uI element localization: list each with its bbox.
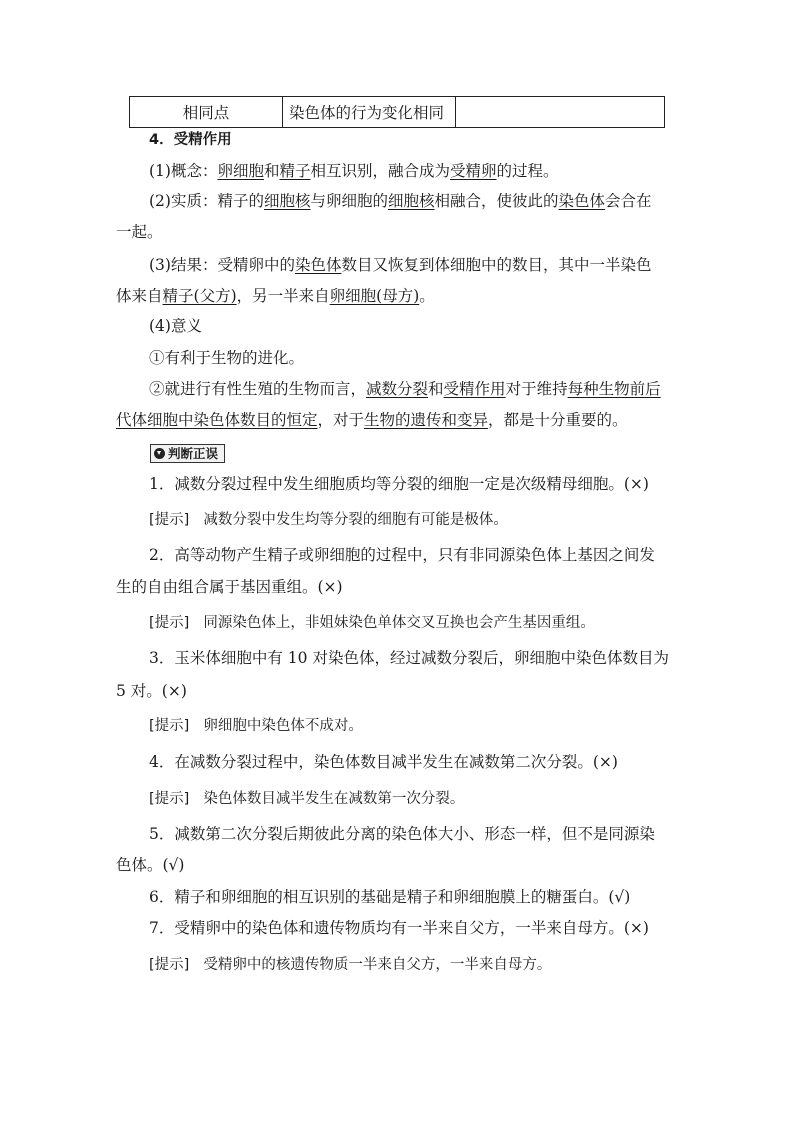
keyword-egg-mother: 卵细胞(母方) xyxy=(329,287,420,305)
hint-7: [提示] 受精卵中的核遗传物质一半来自父方，一半来自母方。 xyxy=(149,957,552,973)
question-5-cont: 色体。(√) xyxy=(116,856,185,874)
hint-label: [提示] xyxy=(149,957,190,973)
judge-true-false-badge xyxy=(150,444,225,463)
hint-1: [提示] 减数分裂中发生均等分裂的细胞有可能是极体。 xyxy=(149,512,508,528)
keyword-nucleus: 细胞核 xyxy=(263,192,311,210)
meaning-item-1: ①有利于生物的进化。 xyxy=(149,349,305,367)
keyword-heredity-variation: 生物的遗传和变异 xyxy=(364,411,489,429)
keyword-sperm-father: 精子(父方) xyxy=(162,287,237,305)
question-1: 1．减数分裂过程中发生细胞质均等分裂的细胞一定是次级精母细胞。(×) xyxy=(149,475,649,493)
keyword-meiosis: 减数分裂 xyxy=(366,380,429,398)
table-value-cell: 染色体的行为变化相同 xyxy=(283,97,456,128)
keyword-generations: 每种生物前后 xyxy=(567,380,661,398)
keyword-chromosome: 染色体 xyxy=(294,256,342,274)
question-3-cont: 5 对。(×) xyxy=(116,682,187,700)
question-4: 4．在减数分裂过程中，染色体数目减半发生在减数第二次分裂。(×) xyxy=(149,753,618,771)
hint-3: [提示] 卵细胞中染色体不成对。 xyxy=(149,718,363,734)
result-paragraph-cont: 体来自精子(父方)，另一半来自卵细胞(母方)。 xyxy=(116,287,435,305)
hint-4: [提示] 染色体数目减半发生在减数第一次分裂。 xyxy=(149,791,465,807)
hint-label: [提示] xyxy=(149,718,190,734)
keyword-chromosome: 染色体 xyxy=(558,192,606,210)
keyword-chromosome-constancy: 代体细胞中染色体数目的恒定 xyxy=(116,411,318,429)
section-4-heading: 4．受精作用 xyxy=(149,132,232,148)
table-empty-cell xyxy=(456,97,665,128)
question-3: 3．玉米体细胞中有 10 对染色体，经过减数分裂后，卵细胞中染色体数目为 xyxy=(149,649,669,667)
result-paragraph: (3)结果：受精卵中的染色体数目又恢复到体细胞中的数目，其中一半染色 xyxy=(149,256,652,274)
comparison-table-row xyxy=(129,96,665,128)
keyword-egg-cell: 卵细胞 xyxy=(217,162,264,180)
question-5: 5．减数第二次分裂后期彼此分离的染色体大小、形态一样，但不是同源染 xyxy=(149,825,655,843)
meaning-item-2: ②就进行有性生殖的生物而言，减数分裂和受精作用对于维持每种生物前后 xyxy=(149,380,661,398)
question-2-cont: 生的自由组合属于基因重组。(×) xyxy=(116,578,343,596)
badge-label: 判断正误 xyxy=(168,446,219,461)
keyword-zygote: 受精卵 xyxy=(450,162,497,180)
concept-paragraph: (1)概念：卵细胞和精子相互识别，融合成为受精卵的过程。 xyxy=(149,162,559,180)
chevron-down-circle-icon xyxy=(154,448,165,459)
keyword-fertilization: 受精作用 xyxy=(443,380,506,398)
table-label-cell: 相同点 xyxy=(130,97,283,128)
question-2: 2．高等动物产生精子或卵细胞的过程中，只有非同源染色体上基因之间发 xyxy=(149,546,655,564)
essence-paragraph: (2)实质：精子的细胞核与卵细胞的细胞核相融合，使彼此的染色体会合在 xyxy=(149,192,652,210)
question-7: 7．受精卵中的染色体和遗传物质均有一半来自父方，一半来自母方。(×) xyxy=(149,919,649,937)
essence-paragraph-cont: 一起。 xyxy=(116,223,163,241)
meaning-item-2-cont: 代体细胞中染色体数目的恒定，对于生物的遗传和变异，都是十分重要的。 xyxy=(116,411,628,429)
hint-label: [提示] xyxy=(149,615,190,631)
hint-2: [提示] 同源染色体上，非姐妹染色单体交叉互换也会产生基因重组。 xyxy=(149,615,595,631)
meaning-heading: (4)意义 xyxy=(149,317,202,335)
question-6: 6．精子和卵细胞的相互识别的基础是精子和卵细胞膜上的糖蛋白。(√) xyxy=(149,888,631,906)
hint-label: [提示] xyxy=(149,512,190,528)
hint-label: [提示] xyxy=(149,791,190,807)
keyword-nucleus: 细胞核 xyxy=(388,192,435,210)
keyword-sperm: 精子 xyxy=(279,162,311,180)
